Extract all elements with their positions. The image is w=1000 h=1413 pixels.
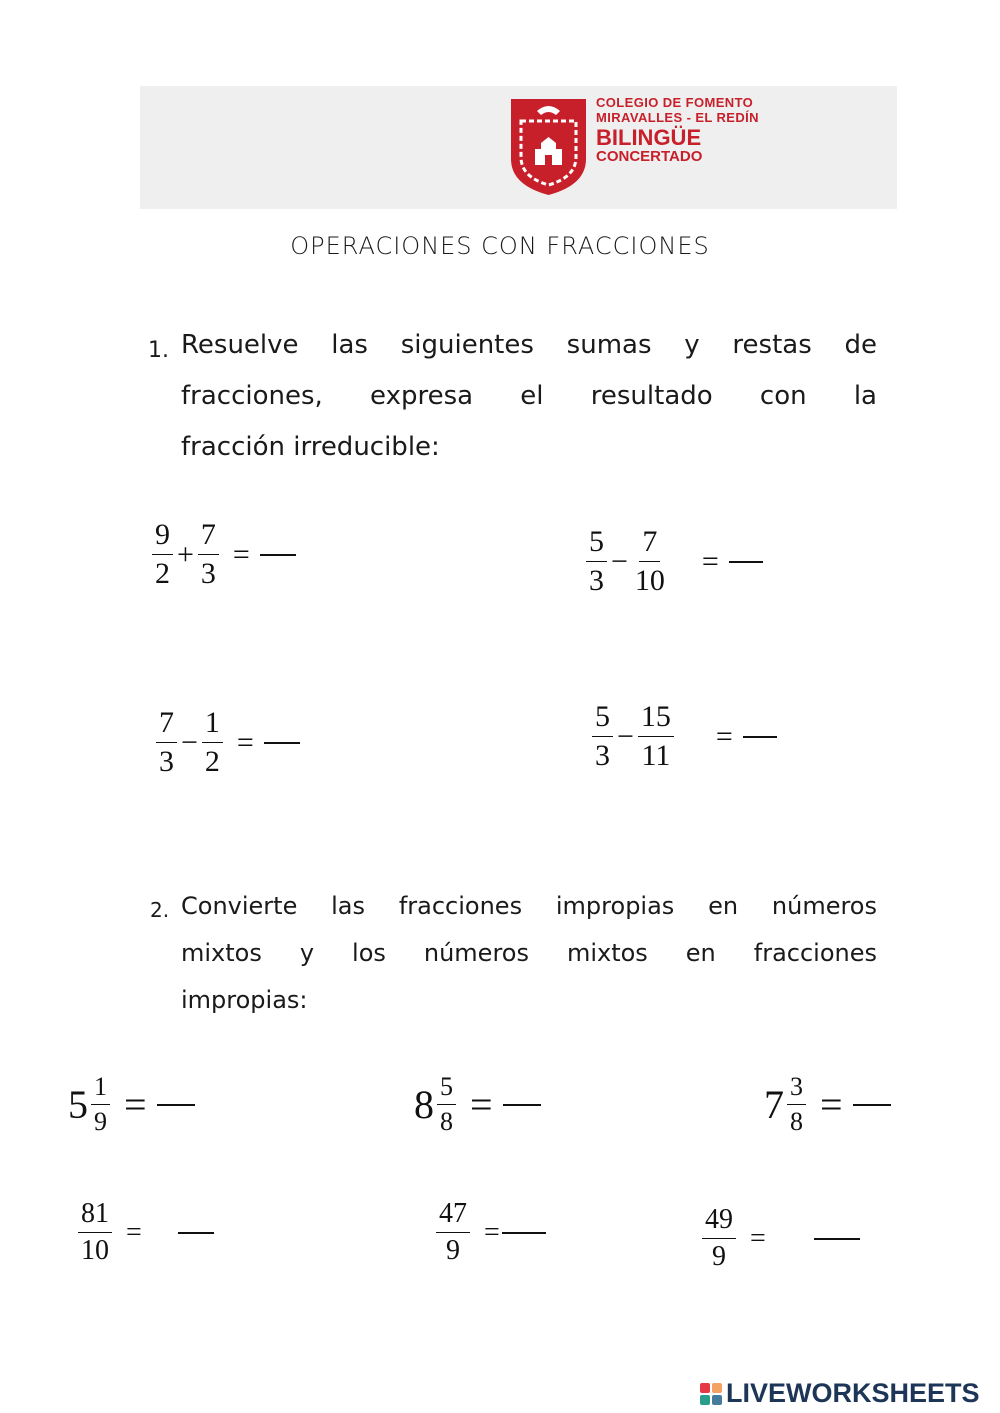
- answer-blank[interactable]: [503, 1104, 541, 1106]
- instruction-line: Convierte las fracciones impropias en números: [181, 892, 877, 920]
- equals-sign: =: [701, 544, 719, 578]
- liveworksheets-logo: [700, 1378, 980, 1409]
- equals-sign: =: [124, 1082, 147, 1127]
- improper-exercise-1: [78, 1200, 214, 1265]
- instruction-line: fracción irreducible:: [181, 432, 440, 462]
- answer-blank[interactable]: [264, 742, 300, 744]
- instruction-line: mixtos y los números mixtos en fracciones: [181, 939, 877, 967]
- answer-blank[interactable]: [853, 1104, 891, 1106]
- school-shield-logo: [509, 97, 588, 197]
- exercise-2: [586, 527, 763, 596]
- equals-sign: =: [484, 1216, 500, 1248]
- answer-blank[interactable]: [157, 1104, 195, 1106]
- fraction: $\frac{47}{9}$: [436, 1200, 470, 1265]
- equals-sign: =: [232, 537, 250, 571]
- mixed-exercise-1: [68, 1074, 195, 1135]
- exercise-3: [156, 708, 300, 777]
- instruction-line: Resuelve las siguientes sumas y restas de: [181, 330, 877, 360]
- exercise-4: [592, 702, 777, 771]
- answer-blank[interactable]: [502, 1232, 546, 1234]
- operator: +: [177, 537, 194, 571]
- fraction: $\frac{1}{2}$: [202, 708, 223, 777]
- equals-sign: =: [750, 1222, 766, 1254]
- answer-blank[interactable]: [814, 1238, 860, 1240]
- operator: −: [617, 719, 634, 753]
- fraction: $\frac{7}{3}$: [156, 708, 177, 777]
- school-name-line1: COLEGIO DE FOMENTO: [596, 95, 754, 110]
- fraction: $\frac{7}{3}$: [198, 520, 219, 589]
- section1-number: 1.: [148, 338, 169, 363]
- answer-blank[interactable]: [743, 736, 777, 738]
- instruction-line: fracciones, expresa el resultado con la: [181, 381, 877, 411]
- section2-instructions: [181, 892, 877, 1033]
- equals-sign: =: [820, 1082, 843, 1127]
- equals-sign: =: [715, 719, 733, 753]
- equals-sign: =: [236, 725, 254, 759]
- improper-exercise-2: [436, 1200, 546, 1265]
- mixed-exercise-3: [764, 1074, 891, 1135]
- instruction-line: impropias:: [181, 986, 308, 1014]
- school-name: [596, 96, 759, 164]
- improper-exercise-3: [702, 1206, 860, 1271]
- fraction: $\frac{1}{9}$: [91, 1074, 110, 1135]
- fraction: $\frac{9}{2}$: [152, 520, 173, 589]
- section1-instructions: [181, 330, 877, 483]
- whole-number: 5: [68, 1082, 88, 1127]
- school-name-line2: MIRAVALLES - EL REDÍN: [596, 110, 759, 125]
- fraction: $\frac{5}{8}$: [437, 1074, 456, 1135]
- equals-sign: =: [470, 1082, 493, 1127]
- school-name-line3: BILINGÜE: [596, 125, 702, 150]
- fraction: $\frac{7}{10}$: [634, 525, 665, 597]
- fraction: $\frac{81}{10}$: [78, 1200, 112, 1265]
- answer-blank[interactable]: [178, 1232, 214, 1234]
- fraction: $\frac{5}{3}$: [592, 702, 613, 771]
- answer-blank[interactable]: [729, 561, 763, 563]
- whole-number: 7: [764, 1082, 784, 1127]
- answer-blank[interactable]: [260, 554, 296, 556]
- fraction: $\frac{49}{9}$: [702, 1206, 736, 1271]
- fraction: $\frac{5}{3}$: [586, 527, 607, 596]
- equals-sign: =: [126, 1216, 142, 1248]
- liveworksheets-brand-text: LIVEWORKSHEETS: [726, 1378, 980, 1408]
- operator: −: [611, 544, 628, 578]
- whole-number: 8: [414, 1082, 434, 1127]
- exercise-1: [152, 520, 296, 589]
- fraction: $\frac{3}{8}$: [787, 1074, 806, 1135]
- fraction: $\frac{15}{11}$: [638, 702, 674, 771]
- page-title: OPERACIONES CON FRACCIONES: [290, 232, 710, 260]
- school-name-line4: CONCERTADO: [596, 148, 703, 165]
- section2-number: 2.: [150, 898, 170, 922]
- liveworksheets-grid-icon: [700, 1383, 722, 1405]
- operator: −: [181, 725, 198, 759]
- mixed-exercise-2: [414, 1074, 541, 1135]
